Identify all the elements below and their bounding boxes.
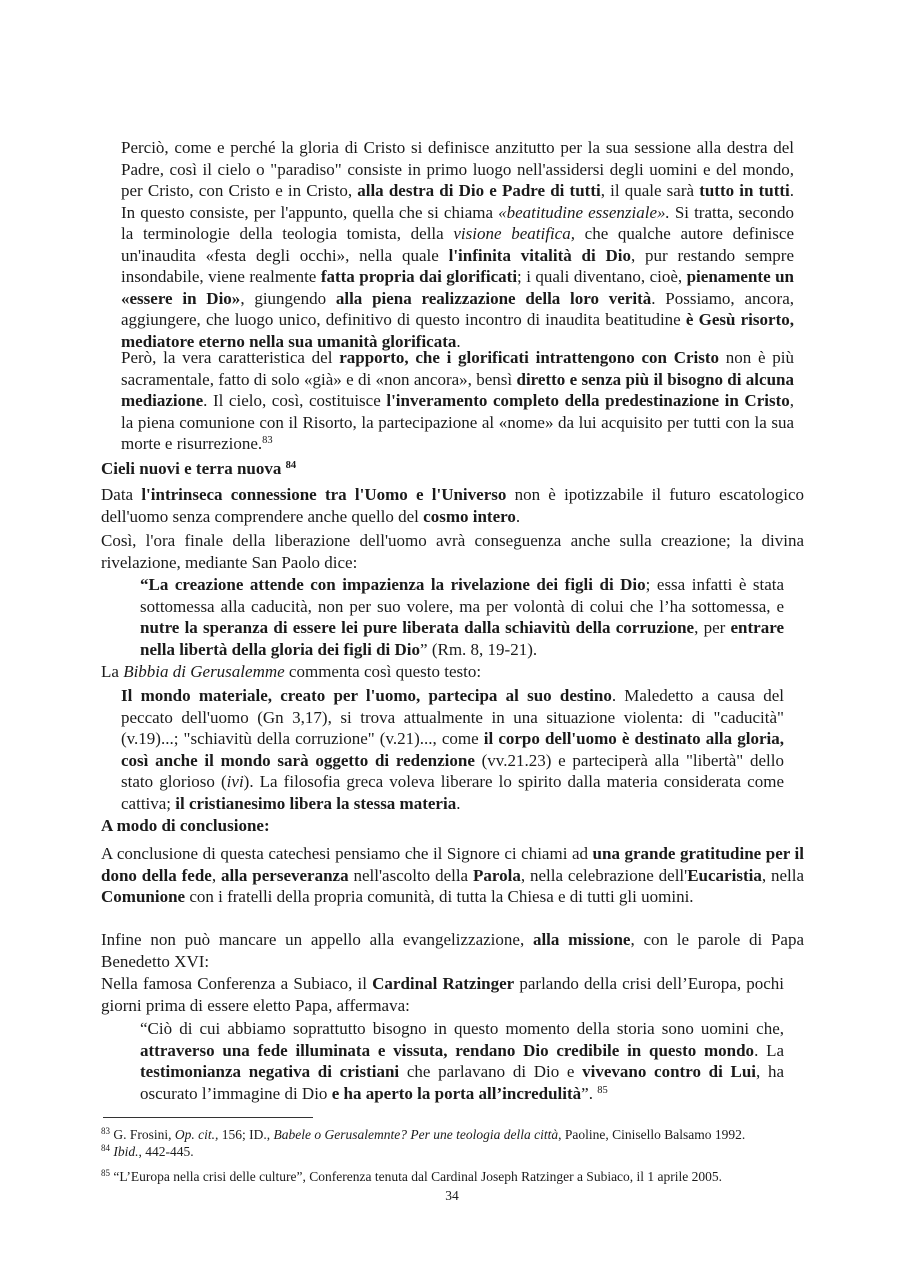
footnote-separator — [103, 1117, 313, 1118]
text-run: . — [456, 793, 461, 813]
text-run: , nella celebrazione dell' — [520, 865, 688, 885]
footnote-85 — [101, 1168, 804, 1185]
bold-run: vivevano contro di Lui — [582, 1062, 757, 1081]
text-run: Così, l'ora finale della liberazione dell'uomo avrà conseguenza anche sulla creazione; la divina rivelazione, mediante San Paolo dice: — [101, 531, 804, 572]
footnote-number: 84 — [101, 1143, 110, 1153]
footnote-83 — [101, 1126, 804, 1143]
text-run: La — [101, 662, 124, 681]
paragraph-subiaco — [101, 973, 784, 1016]
text-run: con i fratelli della propria comunità, di tutta la Chiesa e di tutti gli uomini. — [185, 887, 694, 906]
text-run: , pur restando sempre insondabile, viene realmente — [121, 245, 794, 286]
italic-run: visione beatifica, — [453, 224, 575, 243]
quote-romans — [140, 574, 784, 660]
text-run: ” (Rm. 8, 19-21). — [420, 639, 538, 659]
bold-run: e ha aperto la porta all’incredulità — [331, 1083, 582, 1103]
text-run: che qualche autore definisce un'inaudita «festa degli occhi», nella quale — [121, 224, 794, 265]
text-run: Però, la vera caratteristica del — [121, 348, 340, 367]
heading-text: A modo di conclusione: — [101, 816, 270, 835]
bold-run: tutto in tutti — [699, 181, 790, 200]
italic-run: Bibbia di Gerusalemme — [123, 662, 285, 681]
bold-run: alla piena realizzazione della loro verità — [335, 288, 652, 308]
bold-run: testimonianza negativa di cristiani — [140, 1062, 400, 1081]
bold-run: attraverso una fede illuminata e vissuta, rendano Dio credibile in questo mondo — [140, 1040, 755, 1060]
text-run: , il quale sarà — [600, 181, 700, 200]
text-run: , ha oscurato l’immagine di Dio — [140, 1062, 784, 1103]
text-run: (vv.21.23) e parteciperà alla "libertà" dello stato glorioso ( — [121, 750, 784, 791]
text-run: che parlavano di Dio e — [399, 1062, 583, 1081]
section-heading — [101, 458, 801, 480]
text-run: . — [456, 331, 461, 351]
text-run: Data — [101, 485, 142, 504]
italic-run: «beatitudine essenziale». — [498, 202, 670, 222]
text-run: parlando della crisi dell’Europa, pochi giorni prima di essere eletto Papa, affermava: — [101, 974, 784, 1015]
text-run: non è più sacramentale, fatto di solo «già» e di «non ancora», bensì — [121, 348, 795, 389]
text-run: non è ipotizzabile il futuro escatologico dell'uomo senza comprendere anche quello del — [101, 485, 804, 526]
paragraph-paradise — [121, 137, 794, 352]
bold-run: Parola — [472, 865, 521, 885]
bold-run: è Gesù risorto, mediatore eterno nella sua umanità glorificata — [121, 310, 794, 351]
bold-run: fatta propria dai glorificati — [320, 267, 518, 286]
text-run: Infine non può mancare un appello alla evangelizzazione, — [101, 930, 533, 949]
text-run: nell'ascolto della — [348, 865, 473, 885]
text-run: “L’Europa nella crisi delle culture”, Conferenza tenuta dal Cardinal Joseph Ratzinger a Subiaco, il 1 aprile 2005. — [110, 1169, 723, 1184]
text-run: . In questo consiste, per l'appunto, quella che si chiama — [121, 181, 795, 222]
paragraph-relationship — [121, 347, 794, 455]
text-run: ”. — [581, 1083, 598, 1103]
paragraph-bible-intro — [101, 661, 804, 683]
paragraph-mission — [101, 929, 804, 972]
italic-run: Ibid. — [113, 1144, 139, 1159]
bold-run: Cardinal Ratzinger — [372, 974, 515, 993]
bold-run: alla destra di Dio e Padre di tutti — [357, 181, 601, 200]
bold-run: diretto e senza più il bisogno di alcuna mediazione — [121, 369, 794, 410]
text-run: , — [211, 865, 221, 885]
bold-run: “La creazione attende con impazienza la rivelazione dei figli di Dio — [140, 575, 646, 594]
heading-text: Cieli nuovi e terra nuova — [101, 459, 286, 478]
footnote-84 — [101, 1143, 804, 1160]
bold-run: una grande gratitudine per il dono della fede — [101, 844, 804, 885]
bold-run: l'inveramento completo della predestinazione in Cristo — [386, 391, 790, 410]
bold-run: rapporto, che i glorificati intrattengono con Cristo — [339, 348, 720, 367]
text-run: . Il cielo, così, costituisce — [203, 391, 387, 410]
bold-run: alla perseveranza — [220, 865, 349, 885]
paragraph-creation — [101, 530, 804, 573]
footnote-ref: 85 — [597, 1084, 608, 1096]
paragraph-conclusion — [101, 843, 804, 908]
text-run: A conclusione di questa catechesi pensiamo che il Signore ci chiami ad — [101, 844, 593, 863]
text-run: , 442-445. — [138, 1144, 194, 1159]
bold-run: cosmo intero — [423, 506, 516, 526]
footnote-number: 85 — [101, 1168, 110, 1178]
text-run: , nella — [761, 865, 804, 885]
text-run: . — [515, 506, 521, 526]
italic-run: Babele o Gerusalemnte? Per une teologia della città — [273, 1127, 559, 1142]
italic-run: Op. cit., — [174, 1127, 219, 1142]
bold-run: Eucaristia — [687, 865, 762, 885]
text-run: . Possiamo, ancora, aggiungere, che luogo unico, definitivo di questo incontro di inaudita beatitudine — [121, 288, 794, 329]
text-run: G. Frosini, — [110, 1127, 175, 1142]
footnote-ref: 84 — [285, 460, 297, 471]
text-run: , giungendo — [240, 288, 336, 308]
text-run: Si tratta, secondo la terminologie della teologia tomista, della — [121, 202, 795, 243]
footnote-number: 83 — [101, 1126, 110, 1136]
text-run: Nella famosa Conferenza a Subiaco, il — [101, 974, 373, 993]
text-run: , per — [694, 618, 731, 637]
conclusion-heading — [101, 815, 801, 837]
quote-ratzinger — [140, 1018, 784, 1104]
text-run: commenta così questo testo: — [284, 662, 482, 681]
bold-run: l'intrinseca connessione tra l'Uomo e l'Universo — [141, 485, 507, 504]
bold-run: entrare nella libertà della gloria dei figli di Dio — [140, 618, 784, 659]
text-run: . Maledetto a causa del peccato dell'uomo (Gn 3,17), si trova attualmente in una situazione violenta: di "caducità" (v.19)...; "schiavitù della corruzione" (v.21)..., come — [121, 686, 784, 748]
bold-run: l'infinita vitalità di Dio — [448, 245, 632, 265]
text-run: “Ciò di cui abbiamo soprattutto bisogno in questo momento della storia sono uomini che, — [140, 1019, 784, 1038]
text-run: , Paoline, Cinisello Balsamo 1992. — [558, 1127, 746, 1142]
paragraph-universe — [101, 484, 804, 527]
bold-run: Il mondo materiale, creato per l'uomo, partecipa al suo destino — [121, 686, 612, 705]
bold-run: il cristianesimo libera la stessa materia — [175, 793, 457, 813]
text-run: ). La filosofia greca voleva liberare lo spirito dalla materia considerata come cattiva; — [121, 772, 784, 813]
page-number: 34 — [445, 1188, 459, 1203]
text-run: ; i quali diventano, cioè, — [517, 267, 687, 286]
footnote-ref: 83 — [262, 435, 273, 446]
text-run: Perciò, come e perché la gloria di Cristo si definisce anzitutto per la sua sessione alla destra del Padre, così il cielo o "paradiso" consiste in primo luogo nell'assidersi degli uomini e del mondo, per Cristo, con Cristo e in Cristo, — [121, 138, 794, 200]
bold-run: nutre la speranza di essere lei pure liberata dalla schiavitù della corruzione — [140, 618, 695, 637]
text-run: , con le parole di Papa Benedetto XVI: — [101, 930, 804, 971]
text-run: ; essa infatti è stata sottomessa alla caducità, non per suo volere, ma per volontà di colui che l’ha sottomessa, e — [140, 575, 785, 616]
text-run: 156; ID., — [218, 1127, 274, 1142]
bold-run: alla missione — [532, 930, 631, 949]
text-run: , la piena comunione con il Risorto, la partecipazione al «nome» da lui acquisito per tutti con la sua morte e risurrezione. — [121, 391, 794, 453]
bold-run: il corpo dell'uomo è destinato alla gloria, così anche il mondo sarà oggetto di redenzione — [121, 729, 784, 770]
text-run: . La — [754, 1040, 784, 1060]
bold-run: Comunione — [101, 887, 186, 906]
italic-run: ivi — [226, 772, 244, 791]
quote-bible-comment — [121, 685, 784, 814]
bold-run: pienamente un «essere in Dio» — [121, 267, 794, 308]
